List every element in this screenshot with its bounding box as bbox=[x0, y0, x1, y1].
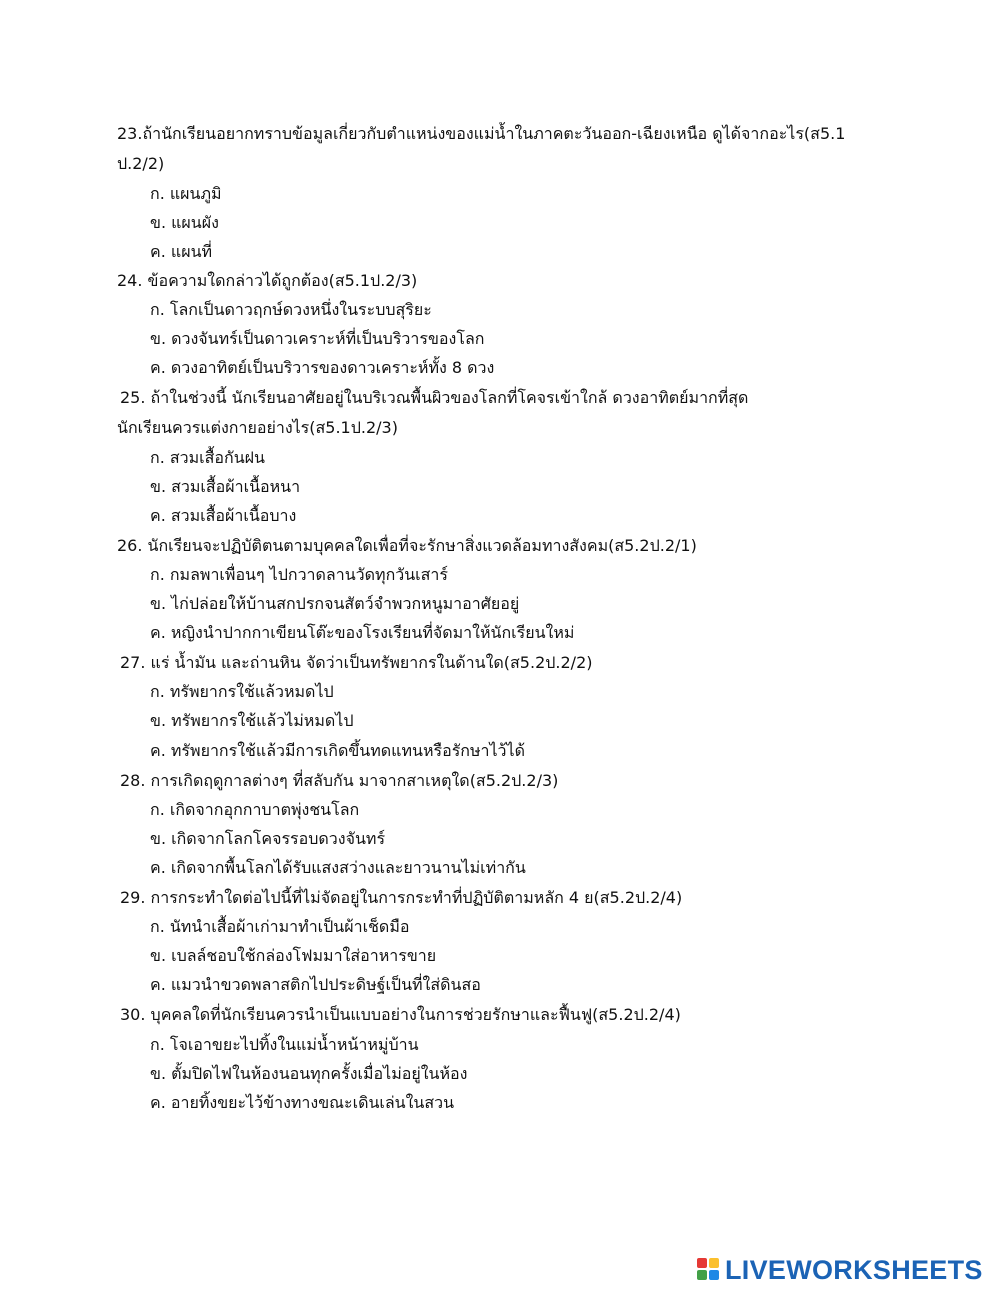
logo-square-blue bbox=[709, 1270, 719, 1280]
question-24-option-a: ก. โลกเป็นดาวฤกษ์ดวงหนึ่งในระบบสุริยะ bbox=[150, 300, 432, 319]
question-29-option-c: ค. แมวนำขวดพลาสติกไปประดิษฐ์เป็นที่ใส่ดินสอ bbox=[150, 975, 481, 994]
question-23-option-b: ข. แผนผัง bbox=[150, 213, 219, 232]
question-26-option-a: ก. กมลพาเพื่อนๆ ไปกวาดลานวัดทุกวันเสาร์ bbox=[150, 565, 448, 584]
logo-square-green bbox=[697, 1270, 707, 1280]
question-23-line-2: ป.2/2) bbox=[117, 154, 165, 173]
question-24-option-c: ค. ดวงอาทิตย์เป็นบริวารของดาวเคราะห์ทั้ง 8 ดวง bbox=[150, 358, 495, 377]
question-28-line-1: 28. การเกิดฤดูกาลต่างๆ ที่สลับกัน มาจากสาเหตุใด(ส5.2ป.2/3) bbox=[120, 771, 559, 790]
question-24-line-1: 24. ข้อความใดกล่าวได้ถูกต้อง(ส5.1ป.2/3) bbox=[117, 271, 418, 290]
question-27-option-b: ข. ทรัพยากรใช้แล้วไม่หมดไป bbox=[150, 711, 354, 730]
question-30-option-b: ข. ตั้มปิดไฟในห้องนอนทุกครั้งเมื่อไม่อยู่ในห้อง bbox=[150, 1064, 468, 1083]
question-23-option-a: ก. แผนภูมิ bbox=[150, 184, 222, 203]
liveworksheets-brand-text: LIVEWORKSHEETS bbox=[725, 1255, 983, 1285]
question-30-option-c: ค. อายทิ้งขยะไว้ข้างทางขณะเดินเล่นในสวน bbox=[150, 1093, 455, 1112]
question-28-option-c: ค. เกิดจากพื้นโลกได้รับแสงสว่างและยาวนานไม่เท่ากัน bbox=[150, 858, 526, 877]
logo-square-yellow bbox=[709, 1258, 719, 1268]
question-26-option-c: ค. หญิงนำปากกาเขียนโต๊ะของโรงเรียนที่จัดมาให้นักเรียนใหม่ bbox=[150, 623, 575, 642]
question-25-option-a: ก. สวมเสื้อกันฝน bbox=[150, 448, 265, 467]
question-23-option-c: ค. แผนที่ bbox=[150, 242, 213, 261]
logo-square-red bbox=[697, 1258, 707, 1268]
liveworksheets-logo-icon bbox=[697, 1258, 721, 1282]
question-23-line-1: 23.ถ้านักเรียนอยากทราบข้อมูลเกี่ยวกับตำแหน่งของแม่น้ำในภาคตะวันออก-เฉียงเหนือ ดูได้จากอะไร(ส5.1 bbox=[117, 124, 846, 143]
question-25-line-2: นักเรียนควรแต่งกายอย่างไร(ส5.1ป.2/3) bbox=[117, 418, 398, 437]
question-27-option-a: ก. ทรัพยากรใช้แล้วหมดไป bbox=[150, 682, 334, 701]
question-30-line-1: 30. บุคคลใดที่นักเรียนควรนำเป็นแบบอย่างในการช่วยรักษาและฟื้นฟู(ส5.2ป.2/4) bbox=[120, 1005, 681, 1024]
liveworksheets-logo[interactable] bbox=[697, 1255, 983, 1285]
question-27-option-c: ค. ทรัพยากรใช้แล้วมีการเกิดขึ้นทดแทนหรือรักษาไว้ได้ bbox=[150, 741, 525, 760]
question-28-option-a: ก. เกิดจากอุกกาบาตพุ่งชนโลก bbox=[150, 800, 360, 819]
question-25-line-1: 25. ถ้าในช่วงนี้ นักเรียนอาศัยอยู่ในบริเวณพื้นผิวของโลกที่โคจรเข้าใกล้ ดวงอาทิตย์มากที่สุด bbox=[120, 388, 749, 407]
question-25-option-b: ข. สวมเสื้อผ้าเนื้อหนา bbox=[150, 477, 301, 496]
question-26-option-b: ข. ไก่ปล่อยให้บ้านสกปรกจนสัตว์จำพวกหนูมาอาศัยอยู่ bbox=[150, 594, 520, 613]
question-29-line-1: 29. การกระทำใดต่อไปนี้ที่ไม่จัดอยู่ในการกระทำที่ปฏิบัติตามหลัก 4 ย(ส5.2ป.2/4) bbox=[120, 888, 683, 907]
question-30-option-a: ก. โจเอาขยะไปทิ้งในแม่น้ำหน้าหมู่บ้าน bbox=[150, 1035, 419, 1054]
question-27-line-1: 27. แร่ น้ำมัน และถ่านหิน จัดว่าเป็นทรัพยากรในด้านใด(ส5.2ป.2/2) bbox=[120, 653, 593, 672]
question-29-option-a: ก. นัทนำเสื้อผ้าเก่ามาทำเป็นผ้าเช็ดมือ bbox=[150, 917, 410, 936]
question-24-option-b: ข. ดวงจันทร์เป็นดาวเคราะห์ที่เป็นบริวารของโลก bbox=[150, 329, 485, 348]
question-25-option-c: ค. สวมเสื้อผ้าเนื้อบาง bbox=[150, 506, 297, 525]
question-28-option-b: ข. เกิดจากโลกโคจรรอบดวงจันทร์ bbox=[150, 829, 386, 848]
question-26-line-1: 26. นักเรียนจะปฏิบัติตนตามบุคคลใดเพื่อที่จะรักษาสิ่งแวดล้อมทางสังคม(ส5.2ป.2/1) bbox=[117, 536, 697, 555]
question-29-option-b: ข. เบลล์ชอบใช้กล่องโฟมมาใส่อาหารขาย bbox=[150, 946, 437, 965]
